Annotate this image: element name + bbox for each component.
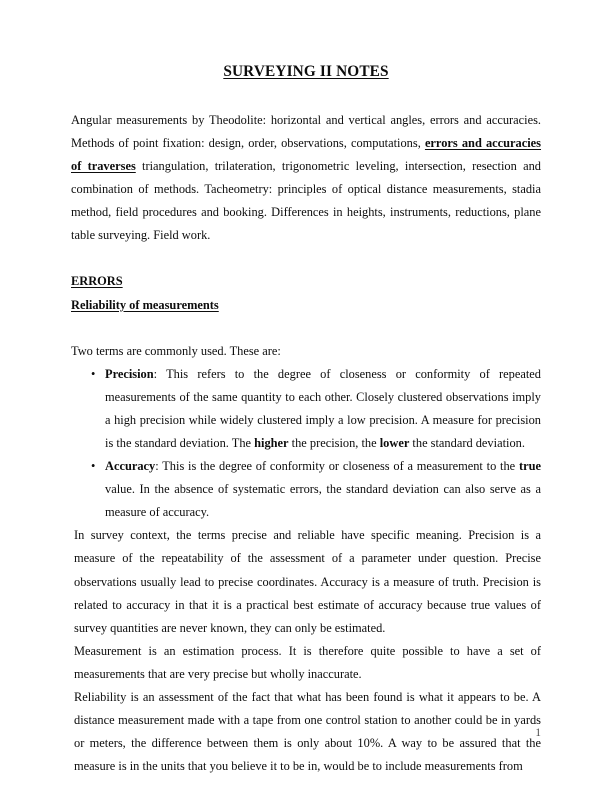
bullet-0-text-2: the precision, the <box>288 436 380 450</box>
paragraph-reliability-assessment: Reliability is an assessment of the fact that what has been found is what it appears to be. A distance measurement made with a tape from one control station to another could be in yards or meters, the difference between them is only about 10%. A way to be assured that the measure is in the units that you believe it to be in, would be to include measurements from <box>74 690 541 774</box>
list-item <box>71 363 541 455</box>
intro-emphasis-errors-accuracies-of-traverses: errors and accuracies of traverses <box>71 135 542 174</box>
page-title: SURVEYING II NOTES <box>223 63 389 80</box>
bullet-icon: • <box>91 459 96 474</box>
terms-list <box>71 363 541 525</box>
bullet-0-emphasis-higher: higher <box>254 436 289 450</box>
bullet-0-emphasis-lower: lower <box>379 436 410 450</box>
paragraph-measurement-estimation: Measurement is an estimation process. It is therefore quite possible to have a set of measurements that are very precise but wholly inaccurate. <box>74 643 541 681</box>
bullet-0-text-3: the standard deviation. <box>409 436 525 450</box>
document-body <box>71 62 541 778</box>
bullet-0-text-1: : This refers to the degree of closeness or conformity of repeated measurements of the same quantity to each other. Closely clustered observations imply a high precision while widely clustered imply a low precision. A measure for precision is the standard deviation. The <box>105 366 541 450</box>
bullet-1-text-1: : This is the degree of conformity or closeness of a measurement to the <box>155 459 519 474</box>
bullet-1-text-2: value. In the absence of systematic errors, the standard deviation can also serve as a measure of accuracy. <box>105 482 541 520</box>
spacer-above-errors-heading <box>71 247 541 270</box>
paragraph-survey-context: In survey context, the terms precise and reliable have specific meaning. Precision is a measure of the repeatability of the assessment of a parameter under question. Precise observations usually lead to precise coordinates. Accuracy is a measure of truth. Precision is related to accuracy in that it is a practical best estimate of accuracy because true values of survey quantities are never known, they can only be estimated. <box>74 528 541 635</box>
bullet-1-emphasis-true: true <box>518 459 541 474</box>
bullet-term-accuracy: Accuracy <box>105 459 156 474</box>
page-number: 1 <box>535 727 541 739</box>
intro-segment-1: Angular measurements by Theodolite: horizontal and vertical angles, errors and accuracies. Methods of point fixation: design, order, observations, computations, <box>71 112 541 150</box>
spacer-below-subheading <box>71 317 541 340</box>
heading-errors: ERRORS <box>71 274 123 289</box>
bullet-icon: • <box>91 366 96 381</box>
intro-segment-3: triangulation, trilateration, trigonometric leveling, intersection, resection and combination of methods. Tacheometry: principles of optical distance measurements, stadia method, field procedures and booking. Differences in heights, instruments, reductions, plane table surveying. Field work. <box>71 159 541 243</box>
list-item <box>71 455 541 524</box>
intro-paragraph <box>71 109 541 248</box>
bullet-term-precision: Precision <box>105 366 154 381</box>
heading-reliability-of-measurements: Reliability of measurements <box>71 297 219 312</box>
lead-in-text: Two terms are commonly used. These are: <box>71 343 281 358</box>
